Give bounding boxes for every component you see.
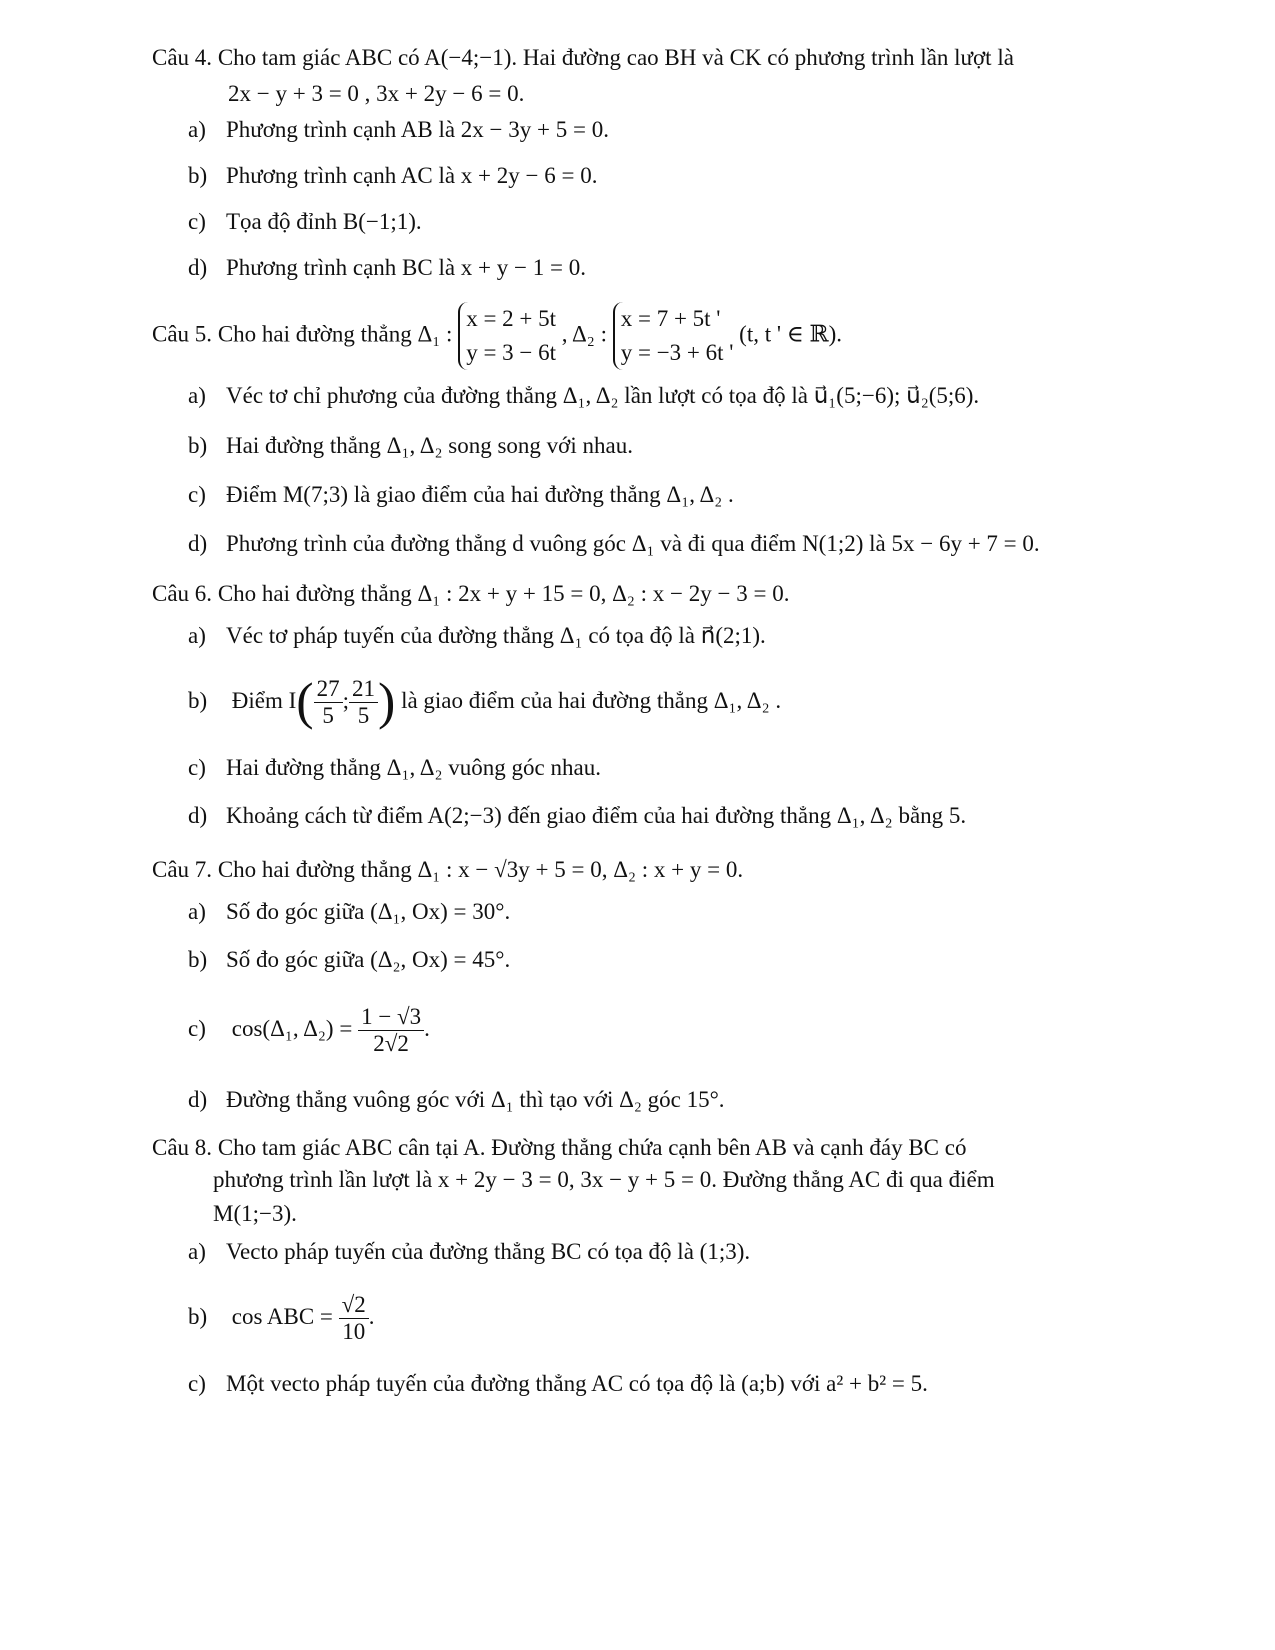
q8-b-fraction: $\frac{√2}{10}$ bbox=[339, 1292, 369, 1345]
q6-b-pre: Điểm I bbox=[231, 688, 297, 713]
q8-label: Câu 8. bbox=[152, 1135, 213, 1160]
q4-label: Câu 4. bbox=[152, 45, 213, 70]
q7-stem bbox=[152, 856, 743, 884]
q7-c-fraction: $\frac{1 - √3}{2√2}$ bbox=[358, 1004, 424, 1057]
q8-option-a: a) Vecto pháp tuyến của đường thẳng BC có tọa độ là (1;3). bbox=[188, 1239, 751, 1264]
q5-stem-mid: , Δ₂ : bbox=[561, 321, 607, 347]
q5-system-2: x = 7 + 5t ' y = −3 + 6t ' bbox=[613, 302, 734, 370]
q8-stem-line3: M(1;−3). bbox=[213, 1201, 297, 1226]
q7-c-pre: cos(Δ₁, Δ₂) = bbox=[231, 1016, 353, 1041]
q8-option-c: c) Một vecto pháp tuyến của đường thẳng AC có tọa độ là (a;b) với a² + b² = 5. bbox=[188, 1371, 928, 1396]
q4-option-d: d) Phương trình cạnh BC là x + y − 1 = 0. bbox=[188, 255, 586, 280]
q4-option-a: a) Phương trình cạnh AB là 2x − 3y + 5 = 0. bbox=[188, 117, 609, 142]
q5-option-a: a) Véc tơ chỉ phương của đường thẳng Δ₁, Δ₂ lần lượt có tọa độ là u⃗₁(5;−6); u⃗₂(5;6). bbox=[188, 383, 980, 408]
q5-stem-pre: Cho hai đường thẳng Δ₁ : bbox=[217, 321, 453, 347]
q4-option-c: c) Tọa độ đỉnh B(−1;1). bbox=[188, 209, 422, 234]
q5-label: Câu 5. bbox=[152, 321, 213, 347]
q8-stem-text: Cho tam giác ABC cân tại A. Đường thẳng chứa cạnh bên AB và cạnh đáy BC có bbox=[217, 1135, 967, 1160]
q5-option-b: b) Hai đường thẳng Δ₁, Δ₂ song song với nhau. bbox=[188, 433, 633, 458]
q8-option-b: b) cos ABC = $\frac{√2}{10}$ . bbox=[188, 1292, 375, 1345]
q4-stem-text: Cho tam giác ABC có A(−4;−1). Hai đường cao BH và CK có phương trình lần lượt là bbox=[217, 45, 1014, 70]
q8-stem-line2: phương trình lần lượt là x + 2y − 3 = 0, 3x − y + 5 = 0. Đường thẳng AC đi qua điểm bbox=[213, 1167, 995, 1192]
q6-label: Câu 6. bbox=[152, 581, 213, 606]
q7-option-c: c) cos(Δ₁, Δ₂) = $\frac{1 - √3}{2√2}$ . bbox=[188, 1004, 430, 1057]
q5-stem-tail: (t, t ' ∈ ℝ). bbox=[739, 321, 843, 347]
q7-stem-text: Cho hai đường thẳng Δ₁ : x − √3y + 5 = 0, Δ₂ : x + y = 0. bbox=[217, 857, 744, 882]
q4-stem-line1 bbox=[152, 44, 1014, 72]
q5-stem bbox=[152, 302, 842, 370]
q6-b-fraction-x: $\frac{27}{5}$ bbox=[314, 676, 343, 729]
q5-option-c: c) Điểm M(7;3) là giao điểm của hai đường thẳng Δ₁, Δ₂ . bbox=[188, 482, 734, 507]
q5-system-1: x = 2 + 5t y = 3 − 6t bbox=[458, 302, 556, 370]
q7-option-a: a) Số đo góc giữa (Δ₁, Ox) = 30°. bbox=[188, 899, 511, 924]
q8-stem-line1 bbox=[152, 1134, 966, 1162]
q4-stem-line2: 2x − y + 3 = 0 , 3x + 2y − 6 = 0. bbox=[228, 81, 525, 106]
q6-b-fraction-y: $\frac{21}{5}$ bbox=[349, 676, 378, 729]
q6-option-b: b) Điểm I( $\frac{27}{5}$ ; $\frac{21}{5}$ ) là giao điểm của hai đường thẳng Δ₁, Δ₂ . bbox=[188, 673, 782, 731]
q6-option-d: d) Khoảng cách từ điểm A(2;−3) đến giao điểm của hai đường thẳng Δ₁, Δ₂ bằng 5. bbox=[188, 803, 967, 828]
q7-option-b: b) Số đo góc giữa (Δ₂, Ox) = 45°. bbox=[188, 947, 511, 972]
q6-stem-text: Cho hai đường thẳng Δ₁ : 2x + y + 15 = 0, Δ₂ : x − 2y − 3 = 0. bbox=[217, 581, 790, 606]
q5-option-d: d) Phương trình của đường thẳng d vuông góc Δ₁ và đi qua điểm N(1;2) là 5x − 6y + 7 = 0. bbox=[188, 531, 1040, 556]
q4-option-b: b) Phương trình cạnh AC là x + 2y − 6 = 0. bbox=[188, 163, 598, 188]
q8-b-pre: cos ABC = bbox=[231, 1304, 333, 1329]
q6-b-post: là giao điểm của hai đường thẳng Δ₁, Δ₂ . bbox=[401, 688, 782, 713]
q6-option-a: a) Véc tơ pháp tuyến của đường thẳng Δ₁ có tọa độ là n⃗(2;1). bbox=[188, 623, 766, 648]
q6-option-c: c) Hai đường thẳng Δ₁, Δ₂ vuông góc nhau. bbox=[188, 755, 601, 780]
q6-stem bbox=[152, 580, 789, 608]
q7-option-d: d) Đường thẳng vuông góc với Δ₁ thì tạo với Δ₂ góc 15°. bbox=[188, 1087, 725, 1112]
q7-label: Câu 7. bbox=[152, 857, 213, 882]
